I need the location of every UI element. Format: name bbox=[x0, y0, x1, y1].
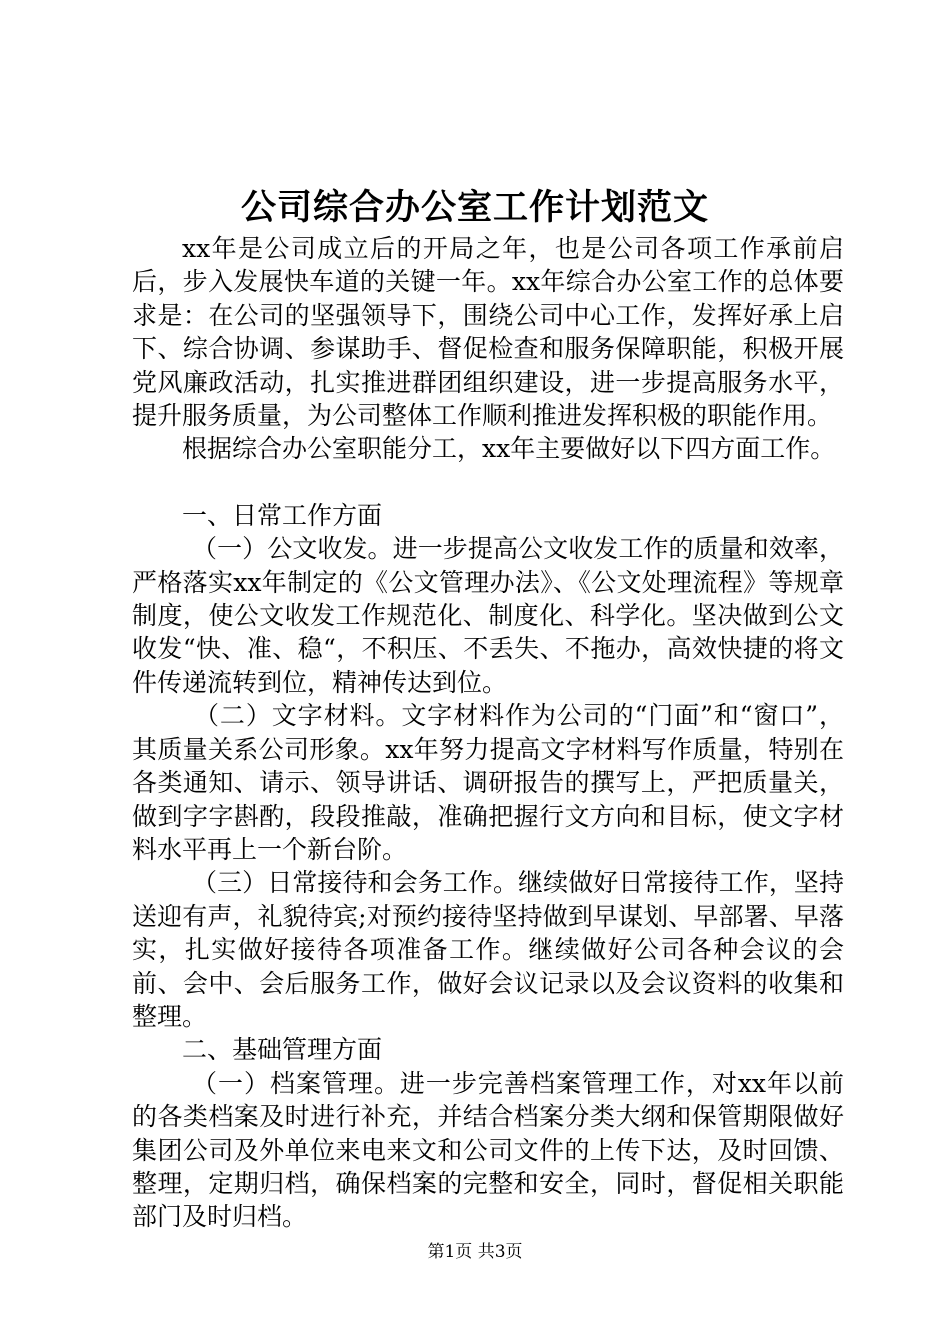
document-body bbox=[132, 232, 844, 1234]
paragraph-document-handling: （一）公文收发。进一步提高公文收发工作的质量和效率，严格落实xx年制定的《公文管理办法》、《公文处理流程》等规章制度，使公文收发工作规范化、制度化、科学化。坚决做到公文收发“快、准、稳“，不积压、不丢失、不拖办，高效快捷的将文件传递流转到位，精神传达到位。 bbox=[132, 534, 844, 697]
paragraph-written-materials: （二）文字材料。文字材料作为公司的“门面”和“窗口”，其质量关系公司形象。xx年努力提高文字材料写作质量，特别在各类通知、请示、领导讲话、调研报告的撰写上，严把质量关，做到字字斟酌，段段推敲，准确把握行文方向和目标，使文字材料水平再上一个新台阶。 bbox=[132, 701, 844, 864]
paragraph-reception-meetings: （三）日常接待和会务工作。继续做好日常接待工作，坚持送迎有声，礼貌待宾;对预约接待坚持做到早谋划、早部署、早落实，扎实做好接待各项准备工作。继续做好公司各种会议的会前、会中、会后服务工作，做好会议记录以及会议资料的收集和整理。 bbox=[132, 868, 844, 1031]
section-heading-daily-work: 一、日常工作方面 bbox=[182, 500, 383, 530]
section-heading-basic-management: 二、基础管理方面 bbox=[182, 1035, 383, 1065]
paragraph-archive-management: （一）档案管理。进一步完善档案管理工作，对xx年以前的各类档案及时进行补充，并结合档案分类大纲和保管期限做好集团公司及外单位来电来文和公司文件的上传下达，及时回馈、整理，定期归档，确保档案的完整和安全，同时，督促相关职能部门及时归档。 bbox=[132, 1068, 844, 1232]
paragraph-intro: xx年是公司成立后的开局之年，也是公司各项工作承前启后，步入发展快车道的关键一年。xx年综合办公室工作的总体要求是：在公司的坚强领导下，围绕公司中心工作，发挥好承上启下、综合协调、参谋助手、督促检查和服务保障职能，积极开展党风廉政活动，扎实推进群团组织建设，进一步提高服务水平，提升服务质量，为公司整体工作顺利推进发挥积极的职能作用。 bbox=[132, 234, 844, 431]
document-title: 公司综合办公室工作计划范文 bbox=[240, 187, 709, 228]
paragraph-gap bbox=[132, 466, 844, 499]
paragraph-scope: 根据综合办公室职能分工，xx年主要做好以下四方面工作。 bbox=[182, 434, 836, 464]
page-footer: 第1页 共3页 bbox=[427, 1242, 523, 1262]
